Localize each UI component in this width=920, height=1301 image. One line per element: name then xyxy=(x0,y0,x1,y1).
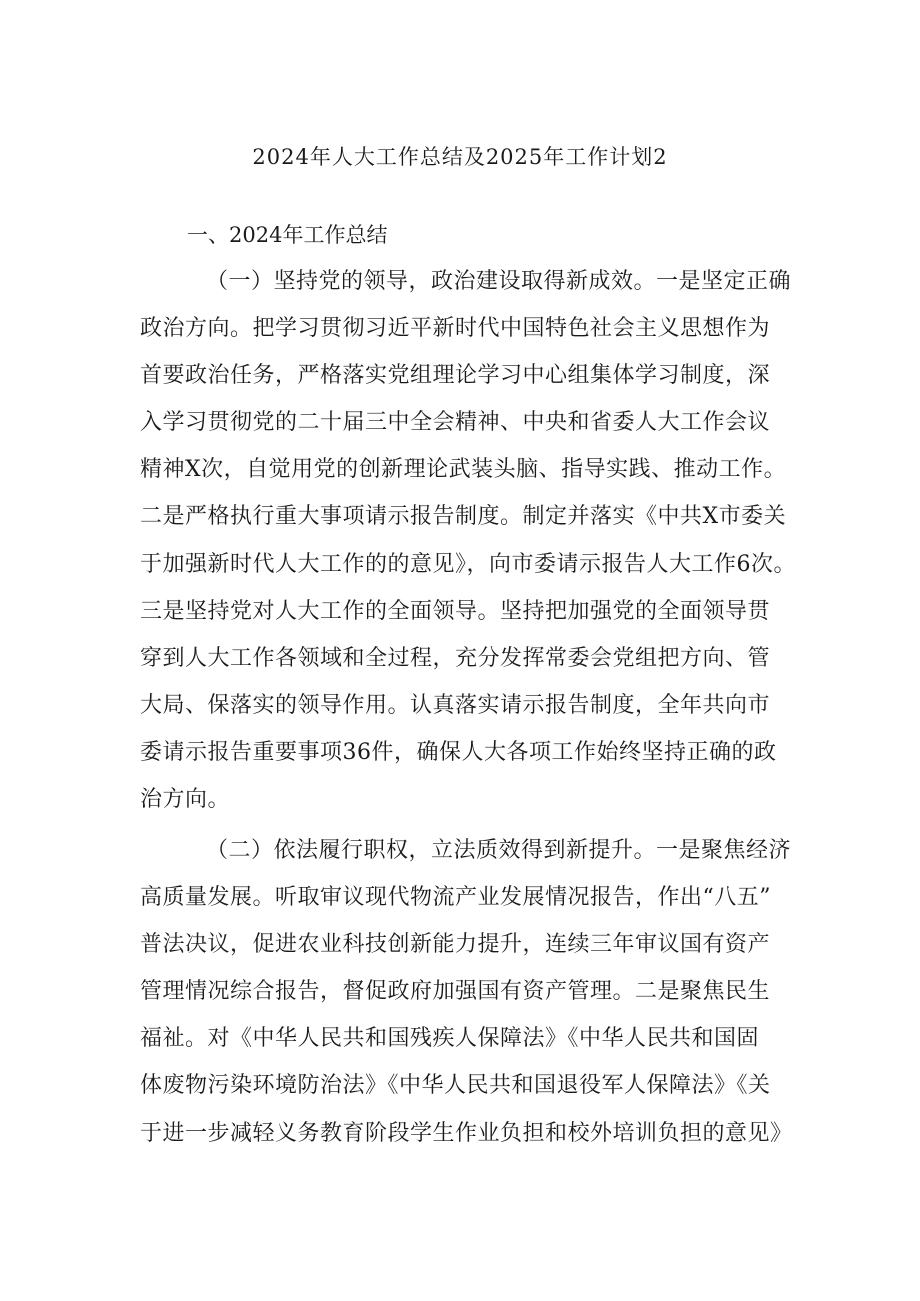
paragraph-line: 二是严格执行重大事项请示报告制度。制定并落实《中共X市委关 xyxy=(140,504,787,530)
paragraph-line: 于进一步减轻义务教育阶段学生作业负担和校外培训负担的意见》 xyxy=(140,1120,793,1146)
paragraph-line: 普法决议，促进农业科技创新能力提升，连续三年审议国有资产 xyxy=(140,932,771,958)
paragraph-line: 三是坚持党对人大工作的全面领导。坚持把加强党的全面领导贯 xyxy=(140,598,771,624)
paragraph-line: 政治方向。把学习贯彻习近平新时代中国特色社会主义思想作为 xyxy=(140,316,771,342)
paragraph-line: 首要政治任务，严格落实党组理论学习中心组集体学习制度，深 xyxy=(140,363,771,389)
paragraph-line: 大局、保落实的领导作用。认真落实请示报告制度，全年共向市 xyxy=(140,692,771,718)
paragraph-party-leadership xyxy=(140,258,800,823)
paragraph-line: 精神X次，自觉用党的创新理论武装头脑、指导实践、推动工作。 xyxy=(140,457,787,483)
paragraph-line: 管理情况综合报告，督促政府加强国有资产管理。二是聚焦民生 xyxy=(140,979,771,1005)
paragraph-line: 高质量发展。听取审议现代物流产业发展情况报告，作出“八五” xyxy=(140,885,771,911)
paragraph-line: （一）坚持党的领导，政治建设取得新成效。一是坚定正确 xyxy=(206,269,792,294)
paragraph-legislative-duties xyxy=(140,827,800,1157)
paragraph-line: 委请示报告重要事项36件，确保人大各项工作始终坚持正确的政 xyxy=(140,739,777,765)
paragraph-line: 于加强新时代人大工作的的意见》，向市委请示报告人大工作6次。 xyxy=(140,551,796,577)
paragraph-line: 治方向。 xyxy=(140,787,231,813)
document-title: 2024年人大工作总结及2025年工作计划2 xyxy=(252,145,668,169)
section-heading: 一、2024年工作总结 xyxy=(187,223,388,247)
paragraph-line: 体废物污染环境防治法》《中华人民共和国退役军人保障法》《关 xyxy=(140,1073,771,1099)
paragraph-line: 福祉。对《中华人民共和国残疾人保障法》《中华人民共和国固 xyxy=(140,1026,760,1052)
paragraph-line: 穿到人大工作各领域和全过程，充分发挥常委会党组把方向、管 xyxy=(140,645,771,671)
paragraph-line: （二）依法履行职权，立法质效得到新提升。一是聚焦经济 xyxy=(206,838,792,863)
paragraph-line: 入学习贯彻党的二十届三中全会精神、中央和省委人大工作会议 xyxy=(140,410,771,436)
